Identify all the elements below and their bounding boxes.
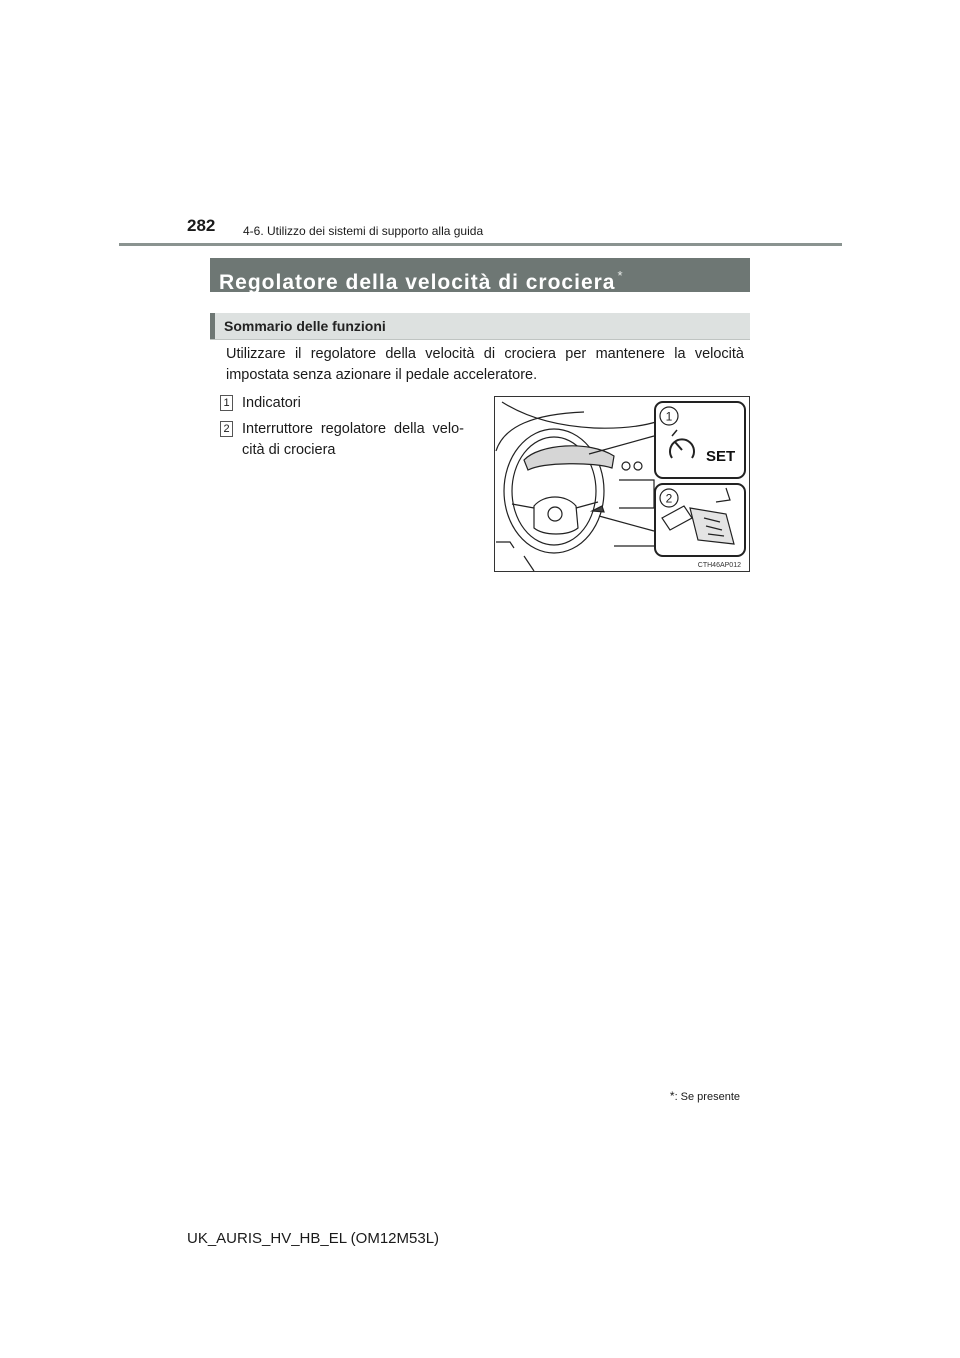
list-number-badge: 2 xyxy=(220,421,233,437)
page-title xyxy=(210,258,750,292)
switch-inset xyxy=(655,484,745,556)
intro-paragraph: Utilizzare il regolatore della velocità di crociera per mantenere la velocità impostata senza azionare il pedale acceleratore. xyxy=(226,346,744,383)
callout-2: 2 xyxy=(665,491,673,506)
callout-1: 1 xyxy=(665,409,673,424)
set-label: SET xyxy=(706,448,736,465)
footnote-symbol: * xyxy=(669,1089,675,1103)
header-rule xyxy=(119,243,842,246)
section-title-rule xyxy=(210,339,750,340)
document-id: UK_AURIS_HV_HB_EL (OM12M53L) xyxy=(187,1230,440,1247)
list-item-text: Indicatori xyxy=(242,395,301,411)
footnote-text: : Se presente xyxy=(674,1091,740,1103)
figure-code: CTH46AP012 xyxy=(697,562,741,569)
cruise-control-illustration xyxy=(494,396,750,572)
title-asterisk: * xyxy=(617,268,624,283)
page-number: 282 xyxy=(187,216,216,235)
list-number-badge: 1 xyxy=(220,395,233,411)
indicator-inset xyxy=(655,402,745,478)
footnote xyxy=(670,1089,740,1103)
section-path: 4-6. Utilizzo dei sistemi di supporto alla guida xyxy=(243,224,484,238)
section-title: Sommario delle funzioni xyxy=(210,313,750,339)
page-title-text: Regolatore della velocità di crociera xyxy=(219,271,616,294)
list-item-text: Interruttore regolatore della velo-cità di crociera xyxy=(242,421,464,458)
